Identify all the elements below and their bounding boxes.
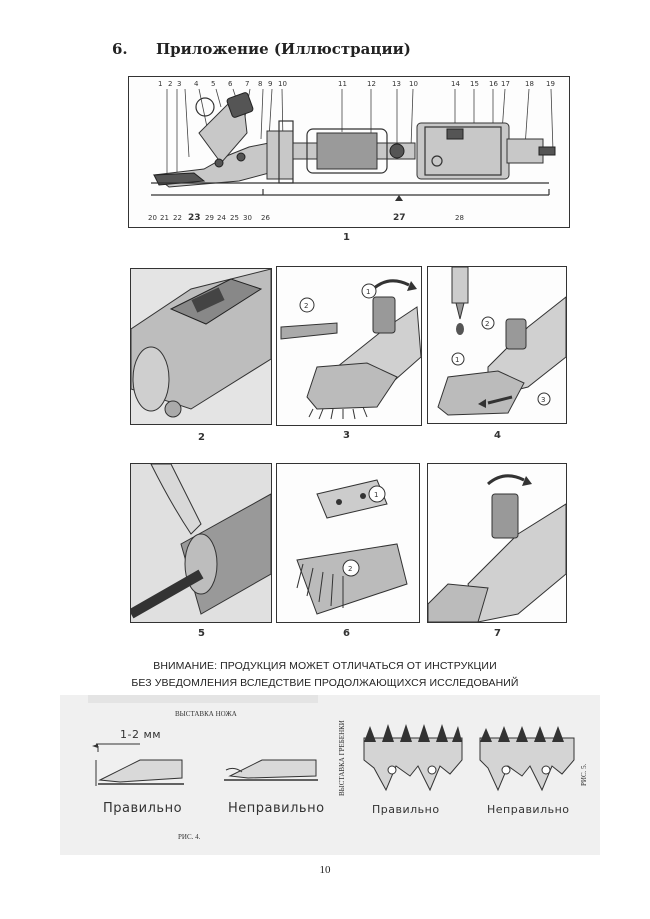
marker-2: 2 [304,302,309,310]
callout: 17 [501,80,510,88]
marker-3: 3 [541,396,546,404]
knife-dimension: 1-2 мм [120,728,162,741]
comb-fig-ref: РИС. 5. [580,763,588,786]
page-number: 10 [319,864,331,876]
callout: 24 [217,214,226,222]
callout: 3 [177,80,182,88]
callout: 15 [470,80,479,88]
callout: 16 [489,80,498,88]
callout: 13 [392,80,401,88]
comb-setting-title: ВЫСТАВКА ГРЕБЕНКИ [338,720,346,796]
callout: 22 [173,214,182,222]
comb-correct-label: Правильно [372,803,440,816]
callout: 19 [546,80,555,88]
callout: 7 [245,80,250,88]
callout: 20 [148,214,157,222]
callout: 28 [455,214,464,222]
callout: 30 [243,214,252,222]
marker-1: 1 [374,491,379,499]
callout: 1 [158,80,163,88]
callout: 29 [205,214,214,222]
knife-correct-label: Правильно [103,801,183,816]
callout: 18 [525,80,534,88]
callout: 25 [230,214,239,222]
callout: 27 [393,213,406,223]
callout: 9 [268,80,273,88]
marker-2: 2 [348,565,353,573]
callout: 11 [338,80,347,88]
callout: 14 [451,80,460,88]
marker-1: 1 [455,356,460,364]
callout: 4 [194,80,199,88]
figure-6-label: 6 [343,628,350,639]
figure-1-caption: 1 [343,232,350,243]
figure-4-label: 4 [494,430,501,441]
figure-3-label: 3 [343,430,350,441]
callout: 10 [278,80,287,88]
comb-incorrect-label: Неправильно [487,803,570,816]
knife-setting-title: ВЫСТАВКА НОЖА [175,710,237,718]
callout: 5 [211,80,216,88]
callout: 21 [160,214,169,222]
callout: 23 [188,213,201,223]
marker-2: 2 [485,320,490,328]
figure-7-label: 7 [494,628,501,639]
callout: 8 [258,80,263,88]
callout: 2 [168,80,173,88]
callout: 26 [261,214,270,222]
callout: 12 [367,80,376,88]
section-number: 6. [112,40,128,58]
callout: 10 [409,80,418,88]
figure-2-label: 2 [198,432,205,443]
marker-1: 1 [366,288,371,296]
knife-fig-ref: РИС. 4. [178,833,201,841]
figure-5-label: 5 [198,628,205,639]
notice-line-2: БЕЗ УВЕДОМЛЕНИЯ ВСЛЕДСТВИЕ ПРОДОЛЖАЮЩИХСЯ ИССЛЕДОВАНИЙ [131,677,519,689]
knife-incorrect-label: Неправильно [228,801,325,816]
section-title: Приложение (Иллюстрации) [156,40,411,58]
callout: 6 [228,80,233,88]
notice-line-1: ВНИМАНИЕ: ПРОДУКЦИЯ МОЖЕТ ОТЛИЧАТЬСЯ ОТ ИНСТРУКЦИИ [153,660,497,672]
